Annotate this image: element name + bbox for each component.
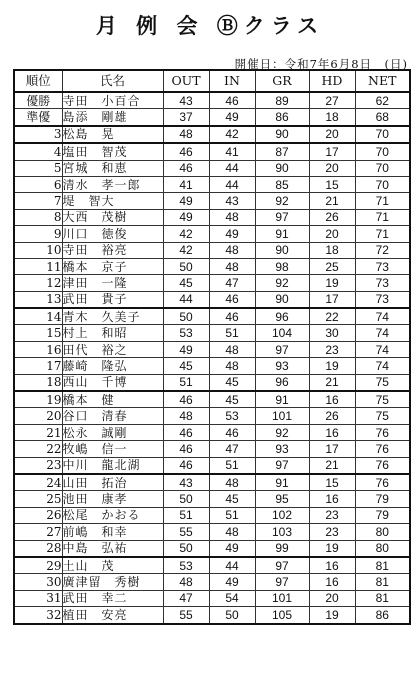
- player-name: 清水 孝一郎: [62, 176, 163, 192]
- handicap: 17: [309, 143, 355, 160]
- net-score: 74: [355, 341, 410, 357]
- player-name: 中島 弘祐: [62, 540, 163, 557]
- gross-score: 98: [255, 258, 309, 274]
- rank-cell: 20: [14, 408, 62, 424]
- net-score: 79: [355, 491, 410, 507]
- player-name: 植田 安亮: [62, 607, 163, 624]
- player-name: 青木 久美子: [62, 308, 163, 325]
- gross-score: 93: [255, 358, 309, 374]
- gross-score: 96: [255, 308, 309, 325]
- player-name: 前嶋 和幸: [62, 524, 163, 540]
- handicap: 20: [309, 160, 355, 176]
- table-row: [14, 391, 410, 408]
- net-score: 71: [355, 193, 410, 209]
- table-row: [14, 308, 410, 325]
- player-name: 田代 裕之: [62, 341, 163, 357]
- out-score: 45: [163, 358, 209, 374]
- out-score: 37: [163, 109, 209, 126]
- out-score: 42: [163, 226, 209, 242]
- player-name: 津田 一隆: [62, 275, 163, 291]
- handicap: 19: [309, 540, 355, 557]
- net-score: 76: [355, 441, 410, 457]
- net-score: 74: [355, 325, 410, 341]
- table-row: [14, 143, 410, 160]
- handicap: 26: [309, 408, 355, 424]
- gross-score: 105: [255, 607, 309, 624]
- rank-cell: 4: [14, 143, 62, 160]
- table-row: [14, 176, 410, 192]
- rank-cell: 28: [14, 540, 62, 557]
- net-score: 81: [355, 557, 410, 574]
- table-row: [14, 408, 410, 424]
- net-score: 75: [355, 374, 410, 391]
- header-in: IN: [209, 70, 255, 92]
- out-score: 46: [163, 457, 209, 474]
- out-score: 55: [163, 607, 209, 624]
- net-score: 76: [355, 424, 410, 440]
- player-name: 西山 千博: [62, 374, 163, 391]
- player-name: 池田 康孝: [62, 491, 163, 507]
- header-gross: GR: [255, 70, 309, 92]
- table-row: [14, 590, 410, 606]
- in-score: 45: [209, 374, 255, 391]
- handicap: 20: [309, 590, 355, 606]
- net-score: 80: [355, 540, 410, 557]
- net-score: 79: [355, 507, 410, 523]
- rank-cell: 11: [14, 258, 62, 274]
- net-score: 70: [355, 126, 410, 143]
- gross-score: 103: [255, 524, 309, 540]
- rank-cell: 5: [14, 160, 62, 176]
- rank-cell: 3: [14, 126, 62, 143]
- rank-cell: 準優: [14, 109, 62, 126]
- gross-score: 95: [255, 491, 309, 507]
- header-row: [14, 70, 410, 92]
- net-score: 73: [355, 275, 410, 291]
- rank-cell: 8: [14, 209, 62, 225]
- handicap: 21: [309, 193, 355, 209]
- gross-score: 90: [255, 160, 309, 176]
- handicap: 19: [309, 275, 355, 291]
- rank-cell: 26: [14, 507, 62, 523]
- out-score: 55: [163, 524, 209, 540]
- in-score: 48: [209, 209, 255, 225]
- in-score: 48: [209, 258, 255, 274]
- rank-cell: 優勝: [14, 92, 62, 109]
- player-name: 川口 徳俊: [62, 226, 163, 242]
- out-score: 43: [163, 92, 209, 109]
- player-name: 大西 茂樹: [62, 209, 163, 225]
- out-score: 53: [163, 325, 209, 341]
- results-body: [14, 92, 410, 624]
- player-name: 寺田 裕亮: [62, 242, 163, 258]
- header-net: NET: [355, 70, 410, 92]
- table-row: [14, 160, 410, 176]
- handicap: 23: [309, 341, 355, 357]
- in-score: 48: [209, 242, 255, 258]
- table-row: [14, 126, 410, 143]
- handicap: 19: [309, 358, 355, 374]
- in-score: 43: [209, 193, 255, 209]
- in-score: 46: [209, 291, 255, 308]
- out-score: 45: [163, 275, 209, 291]
- rank-cell: 14: [14, 308, 62, 325]
- title-main: 月 例 会: [95, 13, 204, 38]
- net-score: 72: [355, 242, 410, 258]
- in-score: 44: [209, 176, 255, 192]
- page-title: [0, 10, 420, 40]
- in-score: 46: [209, 424, 255, 440]
- handicap: 16: [309, 491, 355, 507]
- handicap: 25: [309, 258, 355, 274]
- table-row: [14, 341, 410, 357]
- out-score: 50: [163, 540, 209, 557]
- in-score: 41: [209, 143, 255, 160]
- in-score: 48: [209, 358, 255, 374]
- table-row: [14, 209, 410, 225]
- out-score: 48: [163, 126, 209, 143]
- table-row: [14, 524, 410, 540]
- rank-cell: 31: [14, 590, 62, 606]
- out-score: 43: [163, 474, 209, 491]
- rank-cell: 15: [14, 325, 62, 341]
- player-name: 宮城 和恵: [62, 160, 163, 176]
- in-score: 51: [209, 325, 255, 341]
- rank-cell: 21: [14, 424, 62, 440]
- table-row: [14, 507, 410, 523]
- table-row: [14, 358, 410, 374]
- rank-cell: 30: [14, 574, 62, 590]
- player-name: 村上 和昭: [62, 325, 163, 341]
- handicap: 15: [309, 176, 355, 192]
- gross-score: 101: [255, 590, 309, 606]
- handicap: 16: [309, 424, 355, 440]
- in-score: 48: [209, 341, 255, 357]
- gross-score: 102: [255, 507, 309, 523]
- player-name: 塩田 智茂: [62, 143, 163, 160]
- handicap: 20: [309, 226, 355, 242]
- in-score: 49: [209, 226, 255, 242]
- net-score: 75: [355, 408, 410, 424]
- header-name: 氏名: [62, 70, 163, 92]
- header-out: OUT: [163, 70, 209, 92]
- rank-cell: 7: [14, 193, 62, 209]
- out-score: 46: [163, 143, 209, 160]
- out-score: 49: [163, 193, 209, 209]
- net-score: 70: [355, 160, 410, 176]
- rank-cell: 24: [14, 474, 62, 491]
- in-score: 47: [209, 275, 255, 291]
- player-name: 谷口 清春: [62, 408, 163, 424]
- in-score: 45: [209, 391, 255, 408]
- handicap: 21: [309, 457, 355, 474]
- table-row: [14, 424, 410, 440]
- net-score: 76: [355, 474, 410, 491]
- net-score: 86: [355, 607, 410, 624]
- gross-score: 97: [255, 574, 309, 590]
- gross-score: 92: [255, 424, 309, 440]
- out-score: 44: [163, 291, 209, 308]
- player-name: 武田 貴子: [62, 291, 163, 308]
- gross-score: 86: [255, 109, 309, 126]
- player-name: 松永 誠剛: [62, 424, 163, 440]
- in-score: 46: [209, 92, 255, 109]
- rank-cell: 16: [14, 341, 62, 357]
- out-score: 46: [163, 391, 209, 408]
- in-score: 49: [209, 540, 255, 557]
- handicap: 16: [309, 574, 355, 590]
- player-name: 牧嶋 信一: [62, 441, 163, 457]
- out-score: 51: [163, 374, 209, 391]
- net-score: 76: [355, 457, 410, 474]
- gross-score: 104: [255, 325, 309, 341]
- in-score: 50: [209, 607, 255, 624]
- rank-cell: 10: [14, 242, 62, 258]
- handicap: 18: [309, 242, 355, 258]
- gross-score: 99: [255, 540, 309, 557]
- table-row: [14, 607, 410, 624]
- out-score: 50: [163, 491, 209, 507]
- handicap: 17: [309, 441, 355, 457]
- player-name: 島添 剛雄: [62, 109, 163, 126]
- player-name: 武田 幸二: [62, 590, 163, 606]
- handicap: 30: [309, 325, 355, 341]
- in-score: 44: [209, 160, 255, 176]
- rank-cell: 9: [14, 226, 62, 242]
- gross-score: 97: [255, 209, 309, 225]
- out-score: 50: [163, 258, 209, 274]
- gross-score: 97: [255, 457, 309, 474]
- rank-cell: 23: [14, 457, 62, 474]
- rank-cell: 32: [14, 607, 62, 624]
- handicap: 17: [309, 291, 355, 308]
- table-row: [14, 275, 410, 291]
- handicap: 26: [309, 209, 355, 225]
- gross-score: 101: [255, 408, 309, 424]
- net-score: 81: [355, 574, 410, 590]
- player-name: 堤 智大: [62, 193, 163, 209]
- handicap: 15: [309, 474, 355, 491]
- out-score: 50: [163, 308, 209, 325]
- out-score: 49: [163, 341, 209, 357]
- in-score: 49: [209, 109, 255, 126]
- rank-cell: 6: [14, 176, 62, 192]
- net-score: 73: [355, 258, 410, 274]
- gross-score: 89: [255, 92, 309, 109]
- results-table: [13, 69, 411, 625]
- out-score: 51: [163, 507, 209, 523]
- gross-score: 90: [255, 242, 309, 258]
- net-score: 75: [355, 391, 410, 408]
- rank-cell: 13: [14, 291, 62, 308]
- handicap: 16: [309, 557, 355, 574]
- event-date: 開催日：令和7年6月8日 (日): [234, 57, 408, 71]
- handicap: 19: [309, 607, 355, 624]
- in-score: 54: [209, 590, 255, 606]
- in-score: 48: [209, 524, 255, 540]
- gross-score: 97: [255, 341, 309, 357]
- out-score: 48: [163, 574, 209, 590]
- handicap: 23: [309, 524, 355, 540]
- gross-score: 91: [255, 391, 309, 408]
- net-score: 68: [355, 109, 410, 126]
- handicap: 21: [309, 374, 355, 391]
- net-score: 71: [355, 226, 410, 242]
- rank-cell: 19: [14, 391, 62, 408]
- out-score: 53: [163, 557, 209, 574]
- header-handicap: HD: [309, 70, 355, 92]
- table-row: [14, 491, 410, 507]
- gross-score: 97: [255, 557, 309, 574]
- gross-score: 87: [255, 143, 309, 160]
- net-score: 80: [355, 524, 410, 540]
- table-row: [14, 193, 410, 209]
- header-rank: 順位: [14, 70, 62, 92]
- table-row: [14, 474, 410, 491]
- net-score: 71: [355, 209, 410, 225]
- out-score: 46: [163, 441, 209, 457]
- net-score: 81: [355, 590, 410, 606]
- net-score: 70: [355, 176, 410, 192]
- in-score: 46: [209, 308, 255, 325]
- rank-cell: 25: [14, 491, 62, 507]
- table-row: [14, 441, 410, 457]
- player-name: 廣津留 秀樹: [62, 574, 163, 590]
- table-row: [14, 291, 410, 308]
- table-row: [14, 109, 410, 126]
- out-score: 41: [163, 176, 209, 192]
- net-score: 74: [355, 358, 410, 374]
- player-name: 土山 茂: [62, 557, 163, 574]
- gross-score: 92: [255, 275, 309, 291]
- player-name: 山田 拓治: [62, 474, 163, 491]
- gross-score: 92: [255, 193, 309, 209]
- out-score: 47: [163, 590, 209, 606]
- rank-cell: 18: [14, 374, 62, 391]
- player-name: 寺田 小百合: [62, 92, 163, 109]
- table-row: [14, 374, 410, 391]
- player-name: 松尾 かおる: [62, 507, 163, 523]
- rank-cell: 27: [14, 524, 62, 540]
- handicap: 18: [309, 109, 355, 126]
- rank-cell: 12: [14, 275, 62, 291]
- handicap: 27: [309, 92, 355, 109]
- in-score: 45: [209, 491, 255, 507]
- out-score: 46: [163, 424, 209, 440]
- table-row: [14, 540, 410, 557]
- player-name: 橋本 健: [62, 391, 163, 408]
- in-score: 44: [209, 557, 255, 574]
- class-label: Ⓑクラス: [216, 13, 325, 38]
- player-name: 中川 龍北湖: [62, 457, 163, 474]
- player-name: 橋本 京子: [62, 258, 163, 274]
- table-row: [14, 325, 410, 341]
- table-row: [14, 574, 410, 590]
- rank-cell: 22: [14, 441, 62, 457]
- in-score: 48: [209, 474, 255, 491]
- rank-cell: 29: [14, 557, 62, 574]
- in-score: 47: [209, 441, 255, 457]
- out-score: 46: [163, 160, 209, 176]
- handicap: 23: [309, 507, 355, 523]
- gross-score: 91: [255, 226, 309, 242]
- table-row: [14, 92, 410, 109]
- rank-cell: 17: [14, 358, 62, 374]
- in-score: 53: [209, 408, 255, 424]
- handicap: 20: [309, 126, 355, 143]
- net-score: 74: [355, 308, 410, 325]
- handicap: 22: [309, 308, 355, 325]
- in-score: 49: [209, 574, 255, 590]
- out-score: 49: [163, 209, 209, 225]
- gross-score: 85: [255, 176, 309, 192]
- table-row: [14, 226, 410, 242]
- gross-score: 93: [255, 441, 309, 457]
- handicap: 16: [309, 391, 355, 408]
- in-score: 51: [209, 507, 255, 523]
- net-score: 70: [355, 143, 410, 160]
- table-row: [14, 557, 410, 574]
- gross-score: 91: [255, 474, 309, 491]
- table-row: [14, 457, 410, 474]
- in-score: 51: [209, 457, 255, 474]
- in-score: 42: [209, 126, 255, 143]
- gross-score: 90: [255, 126, 309, 143]
- net-score: 62: [355, 92, 410, 109]
- gross-score: 96: [255, 374, 309, 391]
- player-name: 藤崎 隆弘: [62, 358, 163, 374]
- table-row: [14, 242, 410, 258]
- out-score: 42: [163, 242, 209, 258]
- gross-score: 90: [255, 291, 309, 308]
- out-score: 48: [163, 408, 209, 424]
- table-row: [14, 258, 410, 274]
- player-name: 松島 晃: [62, 126, 163, 143]
- net-score: 73: [355, 291, 410, 308]
